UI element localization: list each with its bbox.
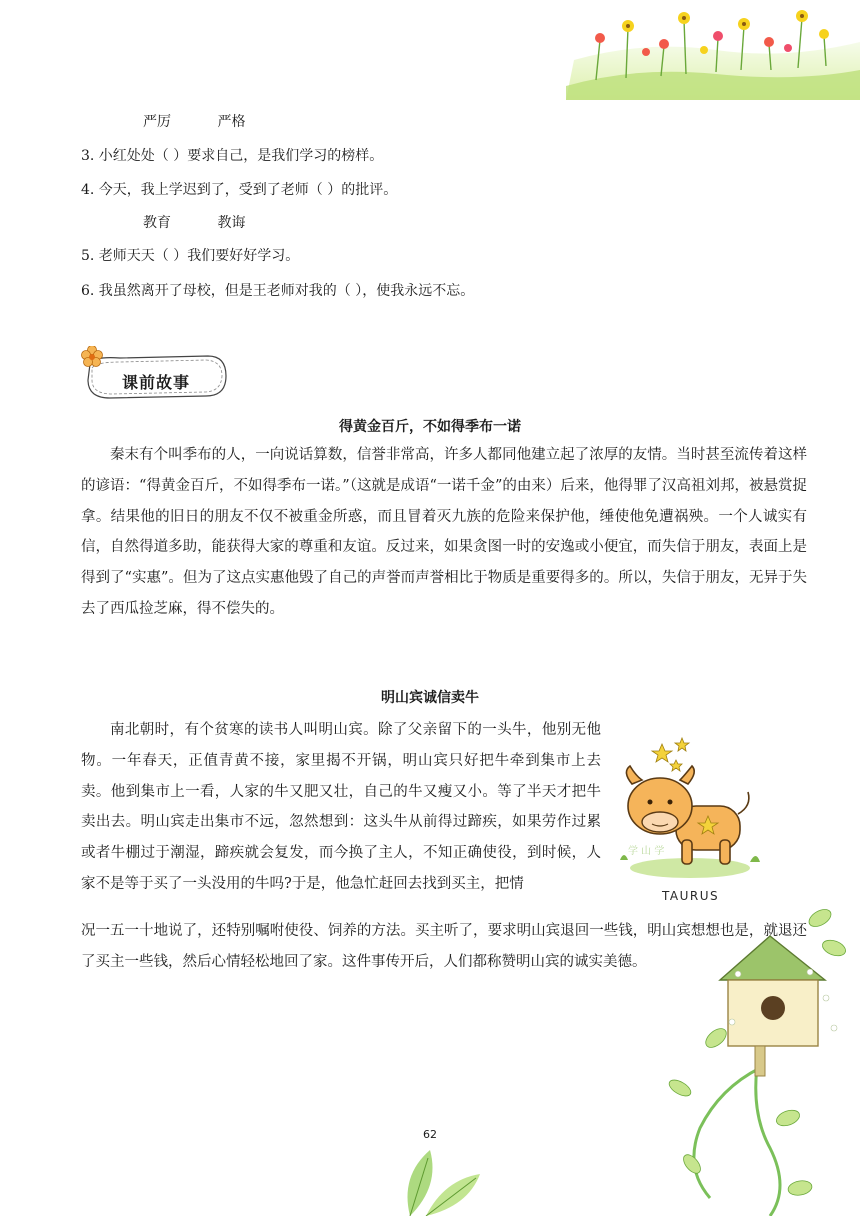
illustration-side-text: 学 山 学 — [628, 846, 665, 857]
story-1-title: 得黄金百斤，不如得季布一诺 — [339, 419, 521, 435]
section-label — [88, 356, 234, 402]
word-option: 严格 — [217, 114, 246, 130]
birdhouse-vine-decoration — [620, 888, 860, 1216]
question-4: 4. 今天，我上学迟到了，受到了老师（ ）的批评。 — [81, 182, 398, 198]
leaf-decoration — [380, 1136, 490, 1216]
word-option: 教育 — [143, 215, 171, 231]
word-pair-2 — [143, 213, 245, 233]
flower-meadow-decoration — [566, 0, 860, 100]
question-5: 5. 老师天天（ ）我们要好好学习。 — [81, 248, 300, 264]
page-number: 62 — [423, 1128, 437, 1141]
word-option: 教诲 — [217, 215, 246, 231]
word-pair-1 — [143, 112, 245, 132]
story-2-body-full: 况一五一十地说了，还特别嘱咐使役、饲养的方法。买主听了，要求明山宾退回一些钱，明山宾想想也是，就退还了买主一些钱，然后心情轻松地回了家。这件事传开后，人们都称赞明山宾的诚实美德。 — [81, 923, 807, 970]
section-label-text: 课前故事 — [122, 373, 191, 392]
story-1-body: 秦末有个叫季布的人，一向说话算数，信誉非常高，许多人都同他建立起了浓厚的友情。当时甚至流传着这样的谚语：“得黄金百斤，不如得季布一诺。”（这就是成语“一诺千金”的由来）后来，他得罪了汉高祖刘邦，被悬赏捉拿。结果他的旧日的朋友不仅不被重金所惑，而且冒着灭九族的危险来保护他，缍使他免遭祸殃。一个人诚实有信，自然得道多助，能获得大家的尊重和友谊。反过来，如果贪图一时的安逸或小便宜，而失信于朋友，表面上是得到了“实惠”。但为了这点实惠他毁了自己的声誉而声誉相比于物质是重要得多的。所以，失信于朋友，无异于失去了西瓜捡芝麻，得不偿失的。 — [81, 447, 807, 617]
story-2-title: 明山宾诚信卖牛 — [381, 690, 479, 706]
question-3: 3. 小红处处（ ）要求自己，是我们学习的榜样。 — [81, 148, 384, 164]
cow-illustration — [610, 736, 800, 908]
taurus-caption: TAURUS — [662, 889, 720, 903]
word-option: 严厉 — [143, 114, 171, 130]
story-2-body-wrapped: 南北朝时，有个贫寒的读书人叫明山宾。除了父亲留下的一头牛，他别无他物。一年春天，正值青黄不接，家里揭不开锅，明山宾只好把牛牵到集市上去卖。他到集市上一看，人家的牛又肥又壮，自己的牛又瘦又小。等了半天才把牛卖出去。明山宾走出集市不远，忽然想到：这头牛从前得过蹄疾，如果劳作过累或者牛棚过于潮湿，蹄疾就会复发，而今换了主人，不知正确使役，到时候，人家不是等于买了一头没用的牛吗?于是，他急忙赶回去找到买主，把情 — [81, 722, 601, 892]
question-6: 6. 我虽然离开了母校，但是王老师对我的（ ），使我永远不忘。 — [81, 283, 475, 299]
